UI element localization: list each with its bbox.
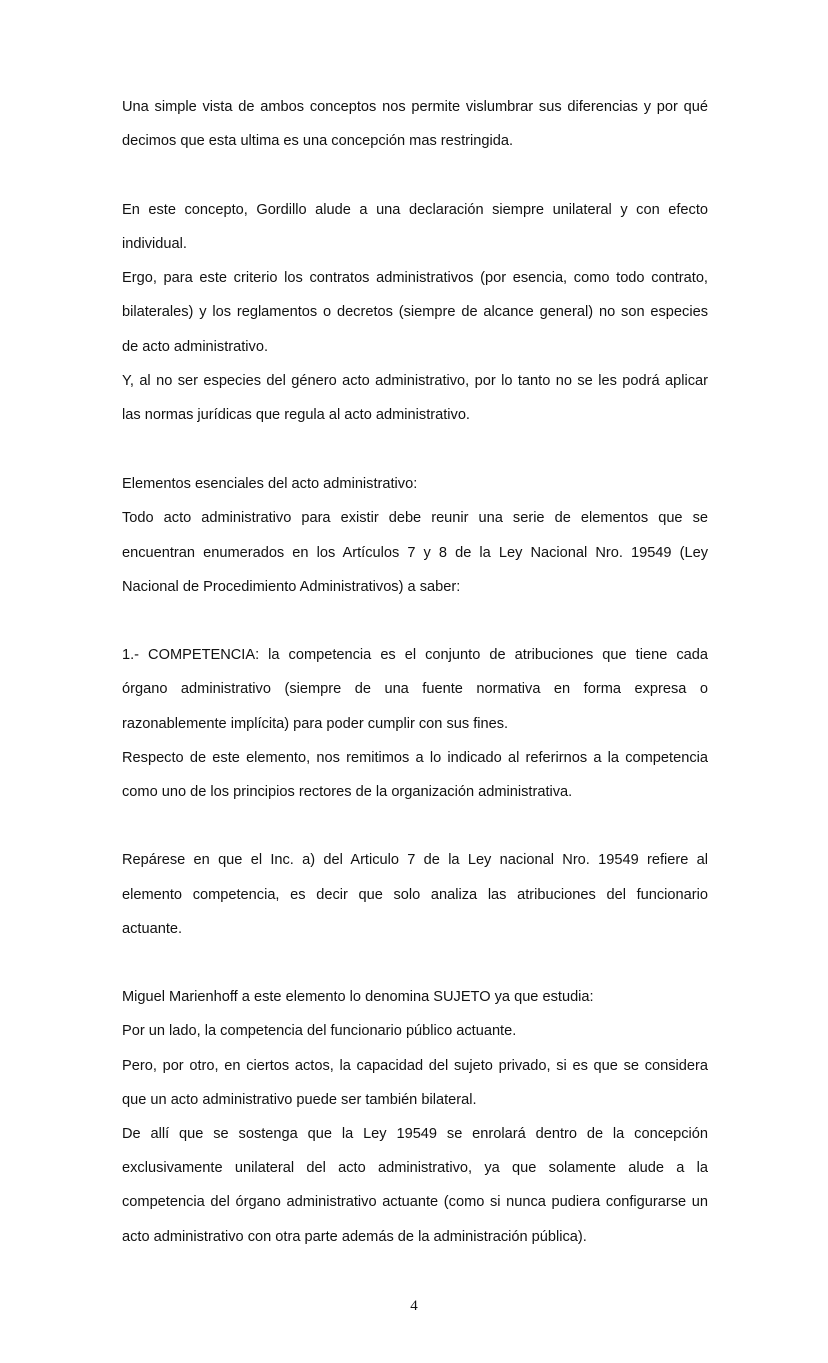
text-line: 1.- COMPETENCIA: la competencia es el conjunto de atribuciones que tiene cada (122, 647, 708, 663)
text-line: Repárese en que el Inc. a) del Articulo 7 de la Ley nacional Nro. 19549 refiere al (122, 852, 708, 868)
text-line: Por un lado, la competencia del funcionario público actuante. (122, 1023, 517, 1039)
section-heading: Elementos esenciales del acto administrativo: (122, 476, 418, 492)
text-line: bilaterales) y los reglamentos o decretos (siempre de alcance general) no son especies (122, 304, 708, 320)
text-line: Una simple vista de ambos conceptos nos permite vislumbrar sus diferencias y por qué (122, 99, 708, 115)
page-number: 4 (410, 1298, 418, 1314)
text-line: De allí que se sostenga que la Ley 19549 se enrolará dentro de la concepción (122, 1126, 708, 1142)
text-line: razonablemente implícita) para poder cumplir con sus fines. (122, 716, 509, 732)
text-line: Nacional de Procedimiento Administrativos) a saber: (122, 579, 461, 595)
text-line: En este concepto, Gordillo alude a una declaración siempre unilateral y con efecto (122, 202, 708, 218)
text-line: Miguel Marienhoff a este elemento lo denomina SUJETO ya que estudia: (122, 989, 594, 1005)
text-line: como uno de los principios rectores de la organización administrativa. (122, 784, 573, 800)
text-line: que un acto administrativo puede ser también bilateral. (122, 1092, 477, 1108)
text-line: individual. (122, 236, 187, 252)
text-line: las normas jurídicas que regula al acto administrativo. (122, 407, 470, 423)
text-line: competencia del órgano administrativo actuante (como si nunca pudiera configurarse un (122, 1194, 708, 1210)
text-line: Respecto de este elemento, nos remitimos a lo indicado al referirnos a la competencia (122, 750, 708, 766)
text-line: decimos que esta ultima es una concepción mas restringida. (122, 133, 513, 149)
text-line: encuentran enumerados en los Artículos 7 y 8 de la Ley Nacional Nro. 19549 (Ley (122, 545, 708, 561)
text-line: Todo acto administrativo para existir debe reunir una serie de elementos que se (122, 510, 708, 526)
text-line: elemento competencia, es decir que solo analiza las atribuciones del funcionario (122, 887, 708, 903)
text-line: acto administrativo con otra parte además de la administración pública). (122, 1229, 587, 1245)
text-line: Pero, por otro, en ciertos actos, la capacidad del sujeto privado, si es que se considera (122, 1058, 708, 1074)
text-line: de acto administrativo. (122, 339, 269, 355)
text-line: Y, al no ser especies del género acto administrativo, por lo tanto no se les podrá aplicar (122, 373, 708, 389)
text-line: Ergo, para este criterio los contratos administrativos (por esencia, como todo contrato, (122, 270, 708, 286)
text-line: órgano administrativo (siempre de una fuente normativa en forma expresa o (122, 681, 708, 697)
text-line: exclusivamente unilateral del acto administrativo, ya que solamente alude a la (122, 1160, 708, 1176)
text-line: actuante. (122, 921, 183, 937)
